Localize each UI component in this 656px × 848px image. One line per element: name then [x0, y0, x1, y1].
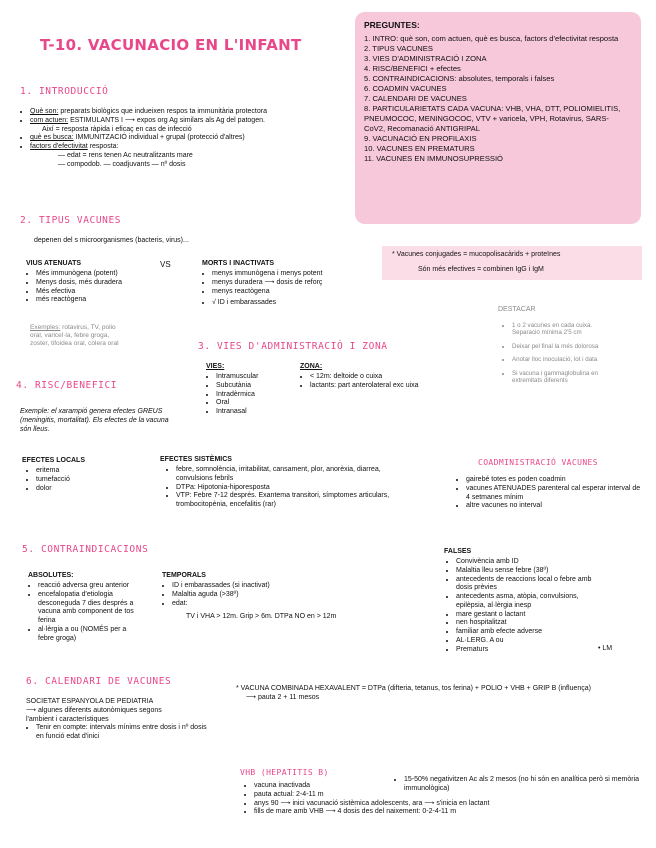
examples-text: rotavirus, TV, polio oral, varicel·la, febre groga, zoster, tifoidea oral, còlera oral — [30, 324, 119, 348]
types-intro: depenen del s microorganismes (bacteris, virus)... — [34, 237, 189, 244]
question-item: 6. COADMIN VACUNES — [364, 84, 447, 94]
questions-heading: PREGUNTES: — [364, 20, 420, 30]
absolute-item: • encefalopatia d'etiologia desconeguda 7 dies després a vacuna amb component de tos ferina — [38, 591, 140, 626]
factor-line: — edat = rens tenen Ac neutralitzants mare — [58, 151, 193, 159]
intro-text: ESTIMULANTS I ⟶ expos org Ag similars als Ag del patogen. — [68, 116, 265, 124]
hepatitis-b-item: • fills de mare amb VHB ⟶ 4 dosis des del naixement: 0-2-4-11 m — [254, 808, 644, 817]
questions-box — [355, 12, 641, 224]
route-item: • Intranasal — [216, 408, 296, 417]
routes-label: VIES: — [206, 363, 225, 370]
false-item: • familiar amb efecte adverse — [456, 628, 606, 637]
page-title: T-10. VACUNACIO EN L'INFANT — [40, 36, 302, 54]
local-effects-list — [26, 467, 126, 493]
local-effect-item: • dolor — [36, 485, 126, 494]
temporary-item: • ID i embarassades (si inactivat) — [172, 582, 362, 591]
question-item: 8. PARTICULARIETATS CADA VACUNA: VHB, VHA, DTT, POLIOMIELITIS, PNEUMOCOC, MENINGOCOC, VTV + varicela, VPH, Rotavirus, SARS-CoV2, Recomanació ANTIGRIPAL — [364, 104, 621, 134]
routes-list — [206, 373, 296, 417]
highlight-item: • Si vacuna i gammaglobulina en extremitats diferents — [512, 370, 602, 385]
hexavalent-line: * VACUNA COMBINADA HEXAVALENT = DTPa (difteria, tetanus, tos ferina) + POLIO + VHB + GRIP B (influença) — [236, 685, 591, 692]
society-block — [26, 698, 226, 742]
false-item: • antecedents asma, atòpia, convulsions, epilèpsia, al·lèrgia inesp — [456, 593, 606, 611]
attenuated-item: • més reactògena — [36, 296, 166, 305]
absolute-item: • reacció adversa greu anterior — [38, 582, 140, 591]
route-item: • Intramuscular — [216, 373, 296, 382]
local-effects-heading: EFECTES LOCALS — [22, 457, 86, 464]
society-line: l'ambient i característiques — [26, 715, 109, 723]
route-item: • Subcutània — [216, 382, 296, 391]
section-intro-heading: 1. INTRODUCCIÓ — [20, 86, 109, 97]
systemic-effects-heading: EFECTES SISTÈMICS — [160, 456, 232, 463]
inactivated-heading: MORTS I INACTIVATS — [202, 260, 275, 267]
attenuated-item: • Menys dosis, més duradera — [36, 279, 166, 288]
section-risk-heading: 4. RISC/BENEFICI — [16, 380, 118, 391]
attenuated-item: • Més immunògena (potent) — [36, 270, 166, 279]
question-item: 1. INTRO: què son, com actuen, què es busca, factors d'efectivitat resposta — [364, 34, 619, 43]
false-heading: FALSES — [444, 548, 472, 555]
false-item: • Convivència amb ID — [456, 558, 606, 567]
hepatitis-b-side-note — [394, 776, 644, 794]
hepatitis-b-heading: VHB (HEPATITIS B) — [240, 768, 329, 777]
inactivated-item: • menys duradera ⟶ dosis de reforç — [212, 279, 382, 288]
lm-label: LM — [602, 645, 613, 652]
temporary-heading: TEMPORALS — [162, 572, 206, 579]
zone-list — [300, 373, 490, 391]
coadmin-item: • vacunes ATENUADES parenteral cal esperar interval de 4 setmanes mínim — [466, 485, 644, 503]
question-item: 9. VACUNACIÓ EN PROFILAXIS — [364, 134, 477, 144]
absolute-item: • al·lèrgia a ou (NOMÉS per a febre groga) — [38, 626, 140, 644]
route-item: • Oral — [216, 399, 296, 408]
society-line: ⟶ algunes diferents autonòmiques segons — [26, 706, 162, 714]
hepatitis-b-item: • pauta actual: 2-4-11 m — [254, 791, 384, 800]
hepatitis-b-item: • anys 90 ⟶ inici vacunació sistèmica adolescents, ara ⟶ s'inicia en lactant — [254, 800, 644, 809]
section-calendar-heading: 6. CALENDARI DE VACUNES — [26, 676, 172, 687]
attenuated-examples — [30, 324, 130, 348]
absolute-list — [28, 582, 140, 643]
question-item: 3. VIES D'ADMINISTRACIÓ I ZONA — [364, 54, 487, 64]
intro-text: preparats biològics que indueixen respos ta immunitària protectora — [58, 108, 267, 115]
inactivated-item: • menys reactògena — [212, 288, 382, 297]
coadmin-item: • gairebé totes es poden coadmin — [466, 476, 644, 485]
section-routes-heading: 3. VIES D'ADMINISTRACIÓ I ZONA — [198, 341, 388, 352]
question-item: 10. VACUNES EN PREMATURS — [364, 144, 475, 154]
factor-line: — compodob. — coadjuvants — nº dosis — [58, 160, 186, 168]
intro-label: Què son: — [30, 108, 59, 115]
section-contraindications-heading: 5. CONTRAINDICACIONS — [22, 544, 149, 555]
systemic-effect-item: • DTPa: Hipotonia-hiporesposta — [176, 484, 416, 493]
highlight-item: • Anotar lloc inoculació, lot i data — [512, 356, 602, 363]
question-item: 2. TIPUS VACUNES — [364, 44, 433, 54]
local-effect-item: • eritema — [36, 467, 126, 476]
zone-label: ZONA: — [300, 363, 323, 370]
route-item: • Intradèrmica — [216, 391, 296, 400]
temporary-item: • edat: — [172, 600, 362, 609]
question-item: 7. CALENDARI DE VACUNES — [364, 94, 467, 104]
hepatitis-b-item: • vacuna inactivada — [254, 782, 384, 791]
inactivated-item: • √ ID i embarassades — [212, 299, 382, 308]
temporary-list — [162, 582, 362, 608]
highlight-heading: DESTACAR — [498, 306, 536, 313]
zone-item: • < 12m: deltoide o cuixa — [310, 373, 490, 382]
questions-list — [364, 34, 630, 164]
society-label: SOCIETAT ESPANYOLA DE PEDIATRIA — [26, 698, 154, 705]
temporary-item: • Malaltia aguda (>38º) — [172, 591, 362, 600]
attenuated-item: • Més efectiva — [36, 288, 166, 297]
highlight-list — [502, 322, 602, 385]
conjugate-note: * Vacunes conjugades = mucopolisacàrids + proteïnes — [392, 251, 561, 258]
question-item: 5. CONTRAINDICACIONS: absolutes, temporals i falses — [364, 74, 555, 84]
highlight-item: • 1 o 2 vacunes en cada cuixa. Separació mínima 2'5 cm — [512, 322, 602, 337]
examples-label: Exemples: — [30, 324, 61, 331]
intro-label: factors d'efectivitat — [30, 143, 88, 150]
coadmin-heading: COADMINISTRACIÓ VACUNES — [478, 458, 598, 467]
intro-text: resposta: — [87, 143, 119, 150]
hexavalent-line: ⟶ pauta 2 + 11 mesos — [246, 693, 320, 701]
inactivated-list — [202, 270, 382, 308]
false-item: • Malaltia lleu sense febre (38º) — [456, 567, 606, 576]
section-types-heading: 2. TIPUS VACUNES — [20, 215, 122, 226]
systemic-effects-list — [166, 466, 416, 510]
intro-label: com actuen: — [30, 116, 69, 124]
question-item: 4. RISC/BENEFICI + efectes — [364, 64, 461, 74]
attenuated-list — [26, 270, 166, 305]
coadmin-list — [456, 476, 644, 511]
local-effect-item: • tumefacció — [36, 476, 126, 485]
systemic-effect-item: • febre, somnolència, irritabilitat, cansament, plor, anorèxia, diarrea, convulsions febrils — [176, 466, 416, 484]
hexavalent-note — [236, 685, 636, 703]
inactivated-item: • menys immunògena i menys potent — [212, 270, 382, 279]
question-item: 11. VACUNES EN IMMUNOSUPRESSIÓ — [364, 154, 503, 164]
false-item: • mare gestant o lactant — [456, 611, 606, 620]
false-list — [446, 558, 606, 654]
lm-bullet: • LM — [598, 645, 613, 652]
highlight-item: • Deixar pel final la més dolorosa — [512, 343, 602, 350]
risk-text: Exemple: el xarampió genera efectes GREUS (meningitis, mortalitat). Els efectes de la vacuna són lleus. — [20, 408, 169, 433]
hepatitis-b-side-item: • 15-50% negativitzen Ac als 2 mesos (no hi són en analítica però si memòria immunològica) — [404, 776, 644, 794]
society-item: • Tenir en compte: intervals mínims entre dosis i nº dosis en funció edat d'inici — [36, 724, 211, 742]
systemic-effect-item: • VTP: Febre 7-12 després. Exantema transitori, símptomes articulars, trombocitopènia, encefalitis (rar) — [176, 492, 416, 510]
intro-label: què es busca: — [30, 134, 74, 142]
zone-item: • lactants: part anterolateral exc uixa — [310, 382, 490, 391]
coadmin-item: • altre vacunes no interval — [466, 502, 644, 511]
false-item: • Prematurs — [456, 646, 606, 655]
false-item: • nen hospitalitzat — [456, 619, 606, 628]
false-item: • antecedents de reaccions local o febre amb dosis prèvies — [456, 576, 606, 594]
intro-subtext: Així = resposta ràpida i eficaç en cas de infecció — [42, 125, 192, 133]
vs-label: VS — [160, 260, 171, 269]
conjugate-note: Són més efectives = combinen IgG i IgM — [418, 266, 544, 273]
absolute-heading: ABSOLUTES: — [28, 572, 74, 579]
intro-content — [20, 108, 350, 169]
intro-text: IMMUNITZACIÓ individual + grupal (protecció d'altres) — [73, 134, 245, 142]
false-item: • AL·LERG. A ou — [456, 637, 606, 646]
conjugate-note-box — [382, 246, 642, 280]
attenuated-heading: VIUS ATENUATS — [26, 260, 82, 267]
age-line: TV i VHA > 12m. Grip > 6m. DTPa NO en > 12m — [186, 613, 337, 620]
